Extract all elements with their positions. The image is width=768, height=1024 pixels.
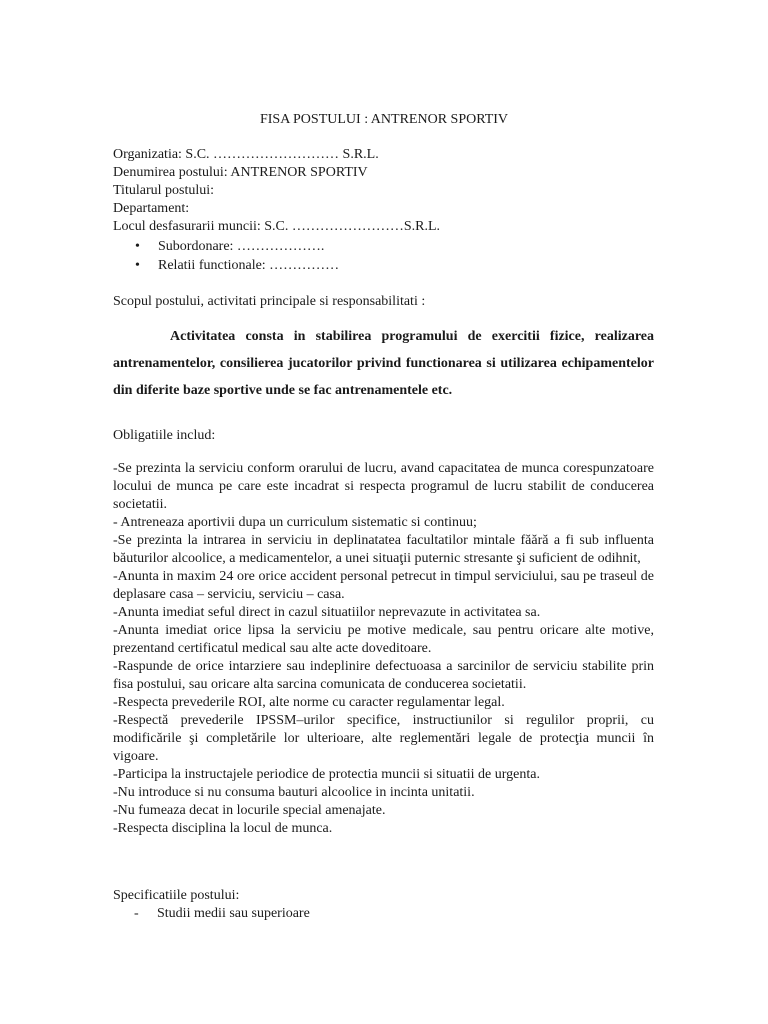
department-line: Departament: [113, 201, 190, 216]
specification-text: Studii medii sau superioare [157, 906, 310, 921]
obligation-item: -Raspunde de orice intarziere sau indeplinire defectuoasa a sarcinilor de serviciu stabilite prin fisa postului, sau oricare alta sarcina comunicata de conducerea societatii. [113, 659, 654, 692]
activity-paragraph [113, 323, 654, 404]
job-holder-line: Titularul postului: [113, 183, 215, 198]
obligation-item: -Se prezinta la intrarea in serviciu in deplinatatea facultatilor mintale făără a fi sub influenta băuturilor alcoolice, a medicamentelor, a unei situaţii puternic stresante şi suficient de odihnit, [113, 533, 654, 566]
obligation-item: -Participa la instructajele periodice de protectia muncii si situatii de urgenta. [113, 767, 540, 782]
organization-line: Organizatia: S.C. ……………………… S.R.L. [113, 147, 379, 162]
scope-heading: Scopul postului, activitati principale si responsabilitati : [113, 294, 426, 309]
obligation-item: -Anunta in maxim 24 ore orice accident personal petrecut in timpul serviciului, sau pe traseul de deplasare casa – serviciu, serviciu – casa. [113, 569, 654, 602]
bullet-item-subordination: • Subordonare: ………………. [113, 237, 339, 256]
obligation-item: -Respecta prevederile ROI, alte norme cu caracter regulamentar legal. [113, 695, 505, 710]
obligation-item: - Antreneaza aportivii dupa un curriculum sistematic si continuu; [113, 515, 477, 530]
work-location-line: Locul desfasurarii muncii: S.C. ……………………S.R.L. [113, 219, 441, 234]
obligations-heading: Obligatiile includ: [113, 428, 216, 443]
job-name-line: Denumirea postului: ANTRENOR SPORTIV [113, 165, 368, 180]
obligation-item: -Anunta imediat orice lipsa la serviciu pe motive medicale, sau pentru oricare alte motive, prezentand certificatul medical sau alte acte doveditoare. [113, 623, 654, 656]
bullet-item-functional-relations: • Relatii functionale: …………… [113, 256, 339, 275]
document-title: FISA POSTULUI : ANTRENOR SPORTIV [259, 112, 509, 127]
obligation-item: -Respecta disciplina la locul de munca. [113, 821, 333, 836]
specifications-heading: Specificatiile postului: [113, 888, 240, 903]
obligation-item: -Anunta imediat seful direct in cazul situatiilor neprevazute in activitatea sa. [113, 605, 541, 620]
obligation-item: -Se prezinta la serviciu conform orarului de lucru, avand capacitatea de munca corespunzatoare locului de munca pe care este incadrat si respecta programul de lucru stabilit de conducerea societatii. [113, 461, 654, 512]
obligation-item: -Nu introduce si nu consuma bauturi alcoolice in incinta unitatii. [113, 785, 475, 800]
relations-bullet-list [113, 237, 339, 275]
activity-paragraph-text: Activitatea consta in stabilirea programului de exercitii fizice, realizarea antrenamentelor, consilierea jucatorilor privind functionarea si utilizarea echipamentelor din diferite baze sportive unde se fac antrenamentele etc. [113, 329, 654, 398]
obligation-item: -Respectă prevederile IPSSM–urilor specifice, instructiunilor si regulilor proprii, cu modificările şi completările lor ulterioare, alte reglementări legale de protecţia muncii în vigoare. [113, 713, 654, 764]
obligation-item: -Nu fumeaza decat in locurile special amenajate. [113, 803, 386, 818]
list-dash: - [134, 906, 139, 921]
specification-item [113, 905, 310, 923]
obligations-list [113, 460, 654, 838]
